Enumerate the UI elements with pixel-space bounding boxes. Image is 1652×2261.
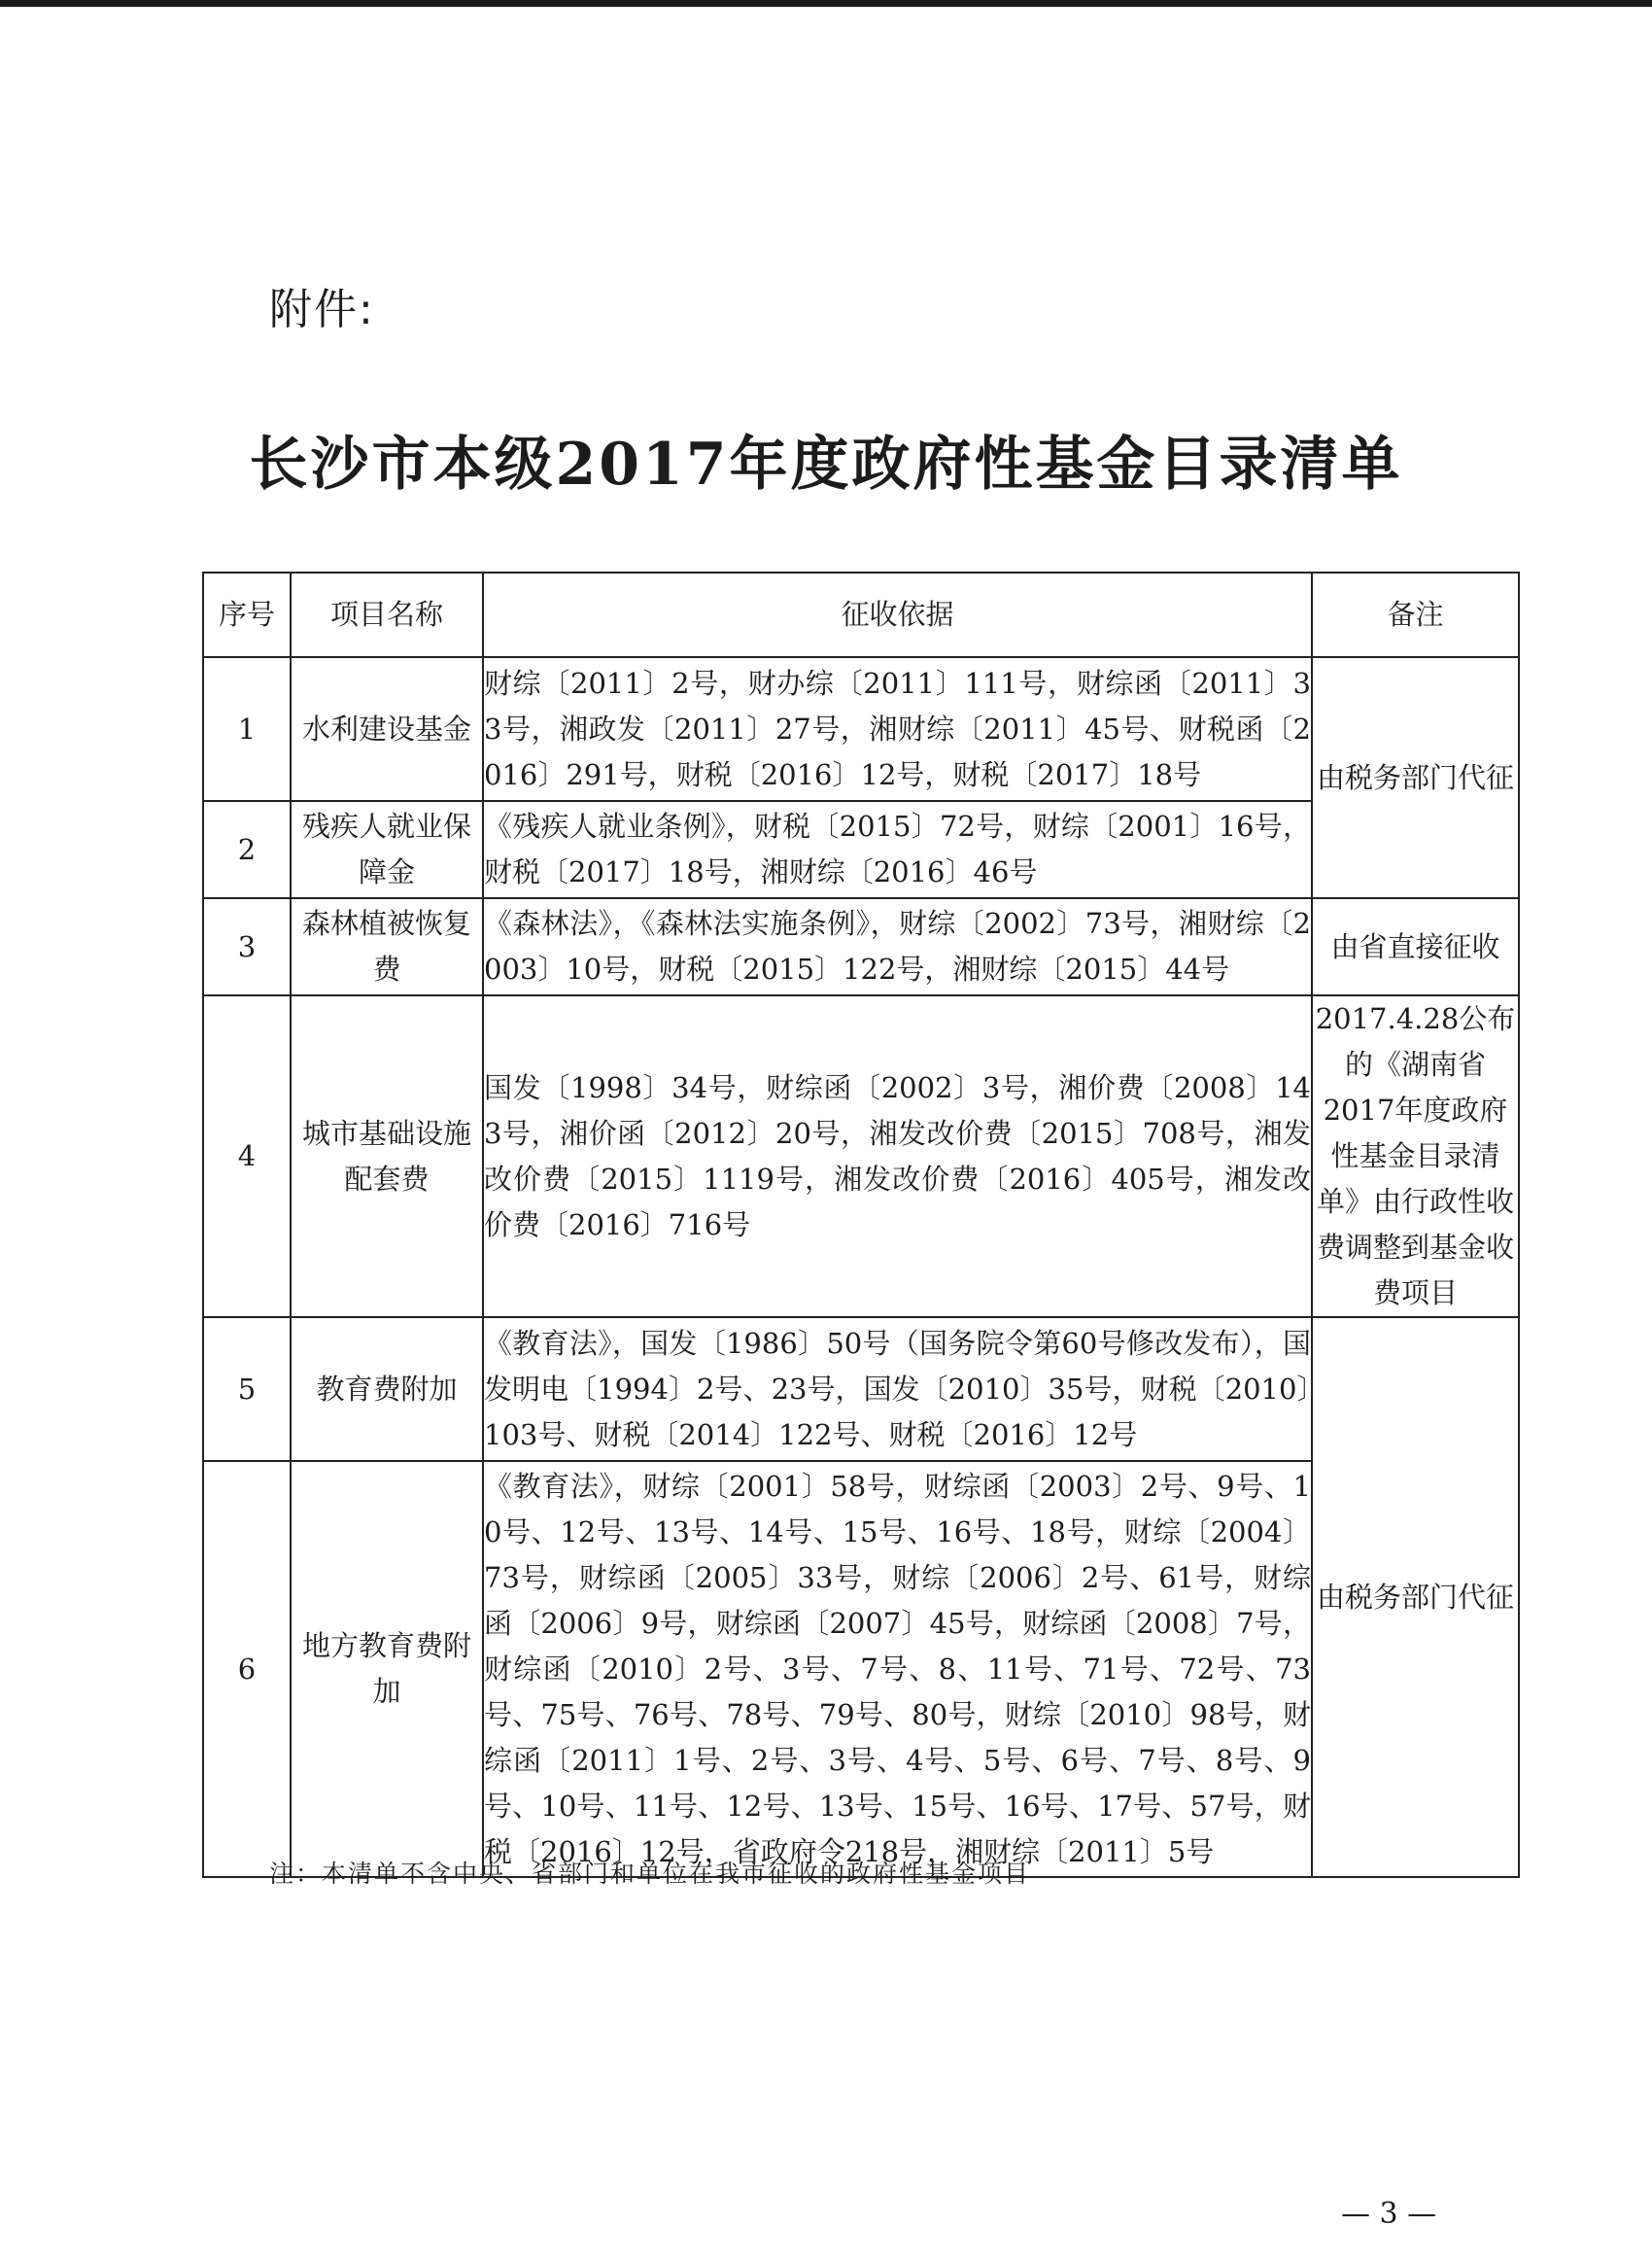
- row-name: 地方教育费附加: [291, 1461, 483, 1877]
- row-seq: 1: [203, 657, 291, 801]
- row-basis: 《教育法》，国发〔1986〕50号（国务院令第60号修改发布），国发明电〔1994〕2号、23号，国发〔2010〕35号，财税〔2010〕103号、财税〔2014〕122号、财税〔2016〕12号: [483, 1317, 1312, 1461]
- row-basis: 财综〔2011〕2号，财办综〔2011〕111号，财综函〔2011〕33号，湘政发〔2011〕27号，湘财综〔2011〕45号、财税函〔2016〕291号，财税〔2016〕12号，财税〔2017〕18号: [483, 657, 1312, 801]
- attachment-label: 附件:: [269, 285, 375, 334]
- table-row: [203, 1317, 1519, 1461]
- row-name: 城市基础设施配套费: [291, 995, 483, 1317]
- row-note: 由税务部门代征: [1312, 657, 1519, 898]
- table-row: [203, 898, 1519, 995]
- page-number: — 3 —: [1341, 2197, 1437, 2231]
- column-header-name: 项目名称: [291, 573, 483, 657]
- table-header-row: [203, 573, 1519, 657]
- column-header-note: 备注: [1312, 573, 1519, 657]
- row-name: 水利建设基金: [291, 657, 483, 801]
- row-note: 由税务部门代征: [1312, 1317, 1519, 1877]
- table-row: [203, 995, 1519, 1317]
- row-note: 由省直接征收: [1312, 898, 1519, 995]
- row-seq: 2: [203, 801, 291, 898]
- column-header-basis: 征收依据: [483, 573, 1312, 657]
- row-basis: 《森林法》，《森林法实施条例》，财综〔2002〕73号，湘财综〔2003〕10号，财税〔2015〕122号，湘财综〔2015〕44号: [483, 898, 1312, 995]
- page-title: 长沙市本级2017年度政府性基金目录清单: [249, 431, 1403, 499]
- row-name: 教育费附加: [291, 1317, 483, 1461]
- row-seq: 5: [203, 1317, 291, 1461]
- scan-top-edge: [0, 0, 1652, 7]
- row-name: 森林植被恢复费: [291, 898, 483, 995]
- row-basis: 国发〔1998〕34号，财综函〔2002〕3号，湘价费〔2008〕143号，湘价函〔2012〕20号，湘发改价费〔2015〕708号，湘发改价费〔2015〕1119号，湘发改价费〔2016〕405号，湘发改价费〔2016〕716号: [483, 995, 1312, 1317]
- table-row: [203, 657, 1519, 801]
- column-header-seq: 序号: [203, 573, 291, 657]
- row-seq: 3: [203, 898, 291, 995]
- row-name: 残疾人就业保障金: [291, 801, 483, 898]
- row-basis: 《残疾人就业条例》，财税〔2015〕72号，财综〔2001〕16号，财税〔2017〕18号，湘财综〔2016〕46号: [483, 801, 1312, 898]
- row-seq: 6: [203, 1461, 291, 1877]
- row-seq: 4: [203, 995, 291, 1317]
- row-basis: 《教育法》，财综〔2001〕58号，财综函〔2003〕2号、9号、10号、12号、13号、14号、15号、16号、18号，财综〔2004〕73号，财综函〔2005〕33号，财综〔2006〕2号、61号，财综函〔2006〕9号，财综函〔2007〕45号，财综函〔2008〕7号，财综函〔2010〕2号、3号、7号、8、11号、71号、72号、73号、75号、76号、78号、79号、80号，财综〔2010〕98号，财综函〔2011〕1号、2号、3号、4号、5号、6号、7号、8号、9号、10号、11号、12号、13号、15号、16号、17号、57号，财税〔2016〕12号，省政府令218号，湘财综〔2011〕5号: [483, 1461, 1312, 1877]
- fund-list-table: [202, 572, 1520, 1878]
- row-note: 2017.4.28公布的《湖南省2017年度政府性基金目录清单》由行政性收费调整到基金收费项目: [1312, 995, 1519, 1317]
- footnote: 注：本清单不含中央、省部门和单位在我市征收的政府性基金项目: [269, 1860, 1031, 1888]
